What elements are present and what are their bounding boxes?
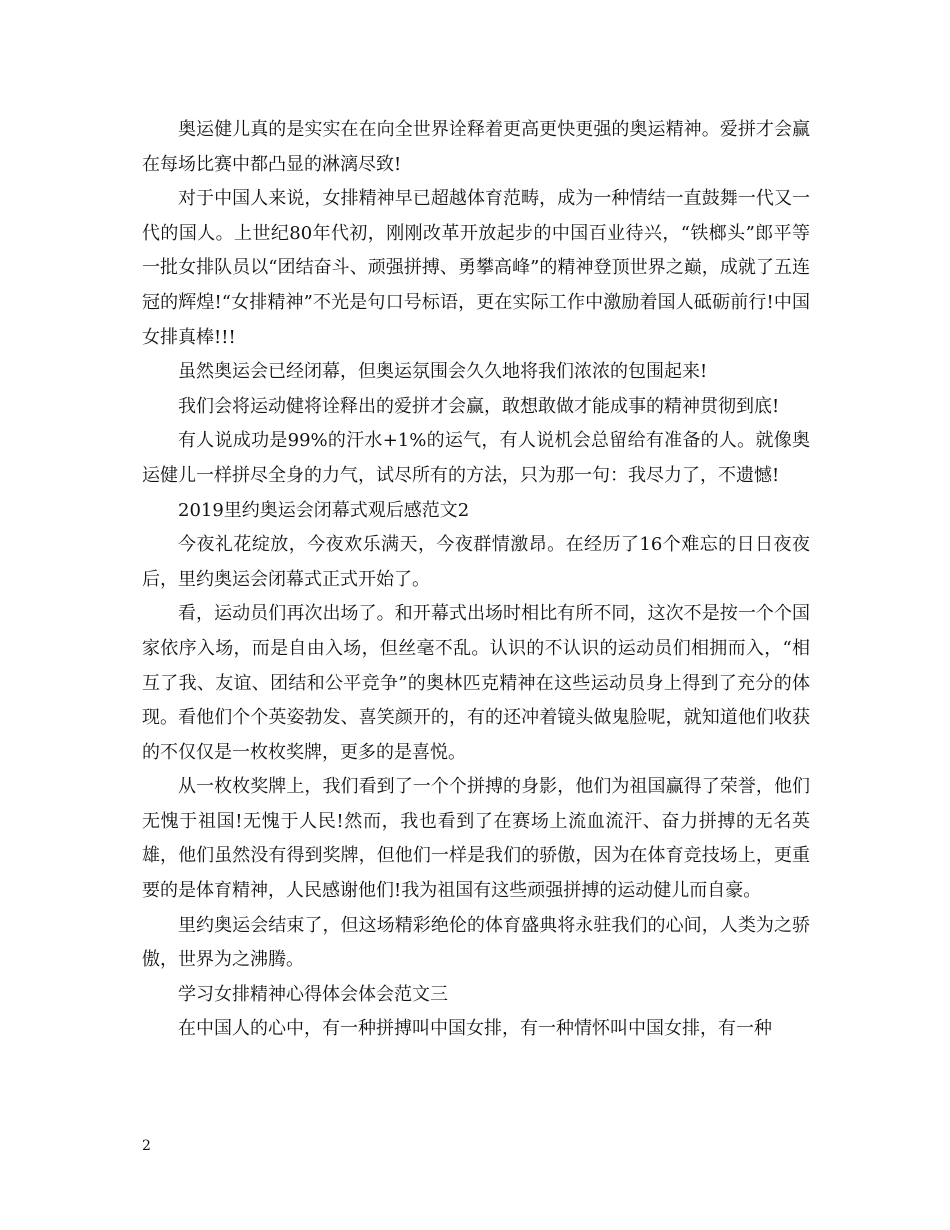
paragraph: 奥运健儿真的是实实在在向全世界诠释着更高更快更强的奥运精神。爱拼才会赢在每场比赛中都凸显的淋漓尽致! <box>142 119 810 175</box>
section-heading: 2019里约奥运会闭幕式观后感范文2 <box>178 499 470 521</box>
paragraph: 对于中国人来说，女排精神早已超越体育范畴，成为一种情结一直鼓舞一代又一代的国人。上世纪80年代初，刚刚改革开放起步的中国百业待兴，“铁榔头”郎平等一批女排队员以“团结奋斗、顽强拼搏、勇攀高峰”的精神登顶世界之巅，成就了五连冠的辉煌!“女排精神”不光是句口号标语，更在实际工作中激励着国人砥砺前行!中国女排真棒!!! <box>142 188 810 348</box>
paragraph: 从一枚枚奖牌上，我们看到了一个个拼搏的身影，他们为祖国赢得了荣誉，他们无愧于祖国!无愧于人民!然而，我也看到了在赛场上流血流汗、奋力拼搏的无名英雄，他们虽然没有得到奖牌，但他们一样是我们的骄傲，因为在体育竞技场上，更重要的是体育精神，人民感谢他们!我为祖国有这些顽强拼搏的运动健儿而自豪。 <box>142 776 810 902</box>
document-body <box>142 113 810 1047</box>
paragraph: 在中国人的心中，有一种拼搏叫中国女排，有一种情怀叫中国女排，有一种 <box>178 1018 772 1040</box>
paragraph: 虽然奥运会已经闭幕，但奥运氛围会久久地将我们浓浓的包围起来! <box>178 361 708 383</box>
paragraph: 今夜礼花绽放，今夜欢乐满天，今夜群情激昂。在经历了16个难忘的日日夜夜后，里约奥运会闭幕式正式开始了。 <box>142 534 810 590</box>
paragraph: 有人说成功是99%的汗水+1%的运气，有人说机会总留给有准备的人。就像奥运健儿一样拼尽全身的力气，试尽所有的方法，只为那一句：我尽力了，不遗憾! <box>142 430 810 486</box>
page-number: 2 <box>142 1138 151 1154</box>
paragraph: 里约奥运会结束了，但这场精彩绝伦的体育盛典将永驻我们的心间，人类为之骄傲，世界为之沸腾。 <box>142 914 810 971</box>
paragraph: 我们会将运动健将诠释出的爱拼才会赢，敢想敢做才能成事的精神贯彻到底! <box>178 395 780 417</box>
paragraph: 看，运动员们再次出场了。和开幕式出场时相比有所不同，这次不是按一个个国家依序入场，而是自由入场，但丝毫不乱。认识的不认识的运动员们相拥而入，“相互了我、友谊、团结和公平竞争”的奥林匹克精神在这些运动员身上得到了充分的体现。看他们个个英姿勃发、喜笑颜开的，有的还冲着镜头做鬼脸呢，就知道他们收获的不仅仅是一枚枚奖牌，更多的是喜悦。 <box>142 603 810 763</box>
section-heading: 学习女排精神心得体会体会范文三 <box>178 983 448 1005</box>
